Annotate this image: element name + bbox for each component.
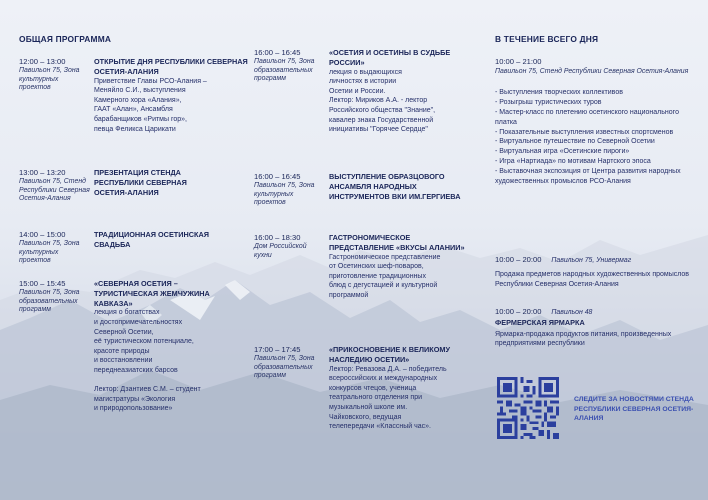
activity-list — [495, 88, 695, 186]
event-time: 13:00 – 13:20 — [19, 168, 66, 177]
list-item: - Виртуальное путешествие по Северной Осетии — [495, 138, 655, 146]
list-item: - Игра «Нартиада» по мотивам Нартского эпоса — [495, 157, 651, 165]
qr-code-icon[interactable] — [497, 377, 559, 439]
event-time: 16:00 – 16:45 — [254, 48, 301, 57]
event-title: ТРАДИЦИОННАЯ ОСЕТИНСКАЯ СВАДЬБА — [94, 230, 210, 249]
list-item: - Розыгрыш туристических туров — [495, 99, 602, 107]
event-time: 14:00 – 15:00 — [19, 230, 66, 239]
event-location: Павильон 48 — [551, 309, 593, 316]
all-day-block-fair — [495, 307, 695, 349]
event-title: ГАСТРОНОМИЧЕСКОЕ ПРЕДСТАВЛЕНИЕ «ВКУСЫ АЛАНИИ» — [329, 233, 465, 252]
all-day-heading: В ТЕЧЕНИЕ ВСЕГО ДНЯ — [495, 34, 599, 44]
event-time: 16:00 – 18:30 — [254, 233, 301, 242]
event-title: ФЕРМЕРСКАЯ ЯРМАРКА — [495, 317, 585, 327]
event-location: Павильон 75, Зона культурных проектов — [19, 240, 80, 265]
event-time: 16:00 – 16:45 — [254, 172, 301, 181]
event-title: ОТКРЫТИЕ ДНЯ РЕСПУБЛИКИ СЕВЕРНАЯ ОСЕТИЯ-АЛАНИЯ — [94, 57, 248, 76]
event-location: Павильон 75, Зона образовательных программ — [254, 58, 315, 83]
event-location: Павильон 75, Стенд Республики Северная Осетия-Алания — [19, 178, 90, 203]
event-description: лекция о выдающихся личностях в истории Осетии и России. Лектор: Мириков А.А. - лектор Российского общества "Знание", кавалер знака Государственной инициативы "Горячее Сердце" — [329, 68, 436, 134]
event-time: 10:00 – 20:00 — [495, 255, 542, 264]
event-location: Павильон 75, Зона культурных проектов — [19, 67, 80, 92]
event-time: 10:00 – 20:00 — [495, 307, 542, 316]
event-time: 12:00 – 13:00 — [19, 57, 66, 66]
event-title: «ПРИКОСНОВЕНИЕ К ВЕЛИКОМУ НАСЛЕДИЮ ОСЕТИИ» — [329, 345, 451, 364]
event-time: 15:00 – 15:45 — [19, 279, 66, 288]
list-item: - Выступления творческих коллективов — [495, 89, 623, 97]
follow-news-caption: СЛЕДИТЕ ЗА НОВОСТЯМИ СТЕНДА РЕСПУБЛИКИ СЕВЕРНАЯ ОСЕТИЯ-АЛАНИЯ — [574, 396, 694, 423]
list-item: - Мастер-класс по плетению осетинского национального платка — [495, 108, 679, 126]
list-item: - Показательные выступления известных спортсменов — [495, 128, 674, 136]
event-description: Лектор: Ревазова Д.А. – победитель всероссийских и международных конкурсов чтецов, ученица театрального отделения при музыкальной школе им. Чайковского, ведущая телепередачи «Классный час». — [329, 365, 447, 431]
event-description: Ярмарка-продажа продуктов питания, произведенных предприятиями республики — [495, 330, 672, 348]
event-title: ПРЕЗЕНТАЦИЯ СТЕНДА РЕСПУБЛИКИ СЕВЕРНАЯ ОСЕТИЯ-АЛАНИЯ — [94, 168, 187, 197]
event-description: Приветствие Главы РСО-Алания – Меняйло С.И., выступления Камерного хора «Алания», ГААТ «Алан», Ансамбля барабанщиков «Ритмы гор», певца Феликса Царикати — [94, 77, 207, 133]
event-location: Павильон 75, Зона образовательных программ — [254, 355, 315, 380]
event-time: 17:00 – 17:45 — [254, 345, 301, 354]
event-location: Павильон 75, Универмаг — [551, 257, 632, 264]
event-time: 10:00 – 21:00 — [495, 57, 542, 66]
event-location: Павильон 75, Зона образовательных программ — [19, 289, 80, 314]
all-day-block-store — [495, 255, 695, 289]
all-day-block-stand — [495, 57, 695, 186]
general-program-heading: ОБЩАЯ ПРОГРАММА — [19, 34, 112, 44]
event-location: Павильон 75, Стенд Республики Северная Осетия-Алания — [495, 67, 689, 75]
event-location: Дом Российской кухни — [254, 243, 307, 259]
event-title: «ОСЕТИЯ И ОСЕТИНЫ В СУДЬБЕ РОССИИ» — [329, 48, 451, 67]
event-description: лекция о богатствах и достопримечательностях Северной Осетии, eё туристическом потенциале, красоте природы и восстановлении переднеазиатских барсов Лектор: Дзантиев С.М. – студент магистратуры «Экология и природопользование» — [94, 309, 201, 413]
list-item: - Выставочная экспозиция от Центра развития народных художественных промыслов РСО-Алания — [495, 167, 681, 185]
event-title: ВЫСТУПЛЕНИЕ ОБРАЗЦОВОГО АНСАМБЛЯ НАРОДНЫХ ИНСТРУМЕНТОВ ВКИ ИМ.ГЕРГИЕВА — [329, 172, 461, 201]
event-location: Павильон 75, Зона культурных проектов — [254, 182, 315, 207]
event-description: Гастрономическое представление от Осетинских шеф-поваров, приготовление традиционных блюд с дегустацией и культурной программой — [329, 253, 441, 299]
event-title: «СЕВЕРНАЯ ОСЕТИЯ – ТУРИСТИЧЕСКАЯ ЖЕМЧУЖИНА КАВКАЗА» — [94, 279, 210, 308]
list-item: - Виртуальная игра «Осетинские пироги» — [495, 148, 630, 156]
event-description: Продажа предметов народных художественных промыслов Республики Северная Осетия-Алания — [495, 270, 690, 288]
